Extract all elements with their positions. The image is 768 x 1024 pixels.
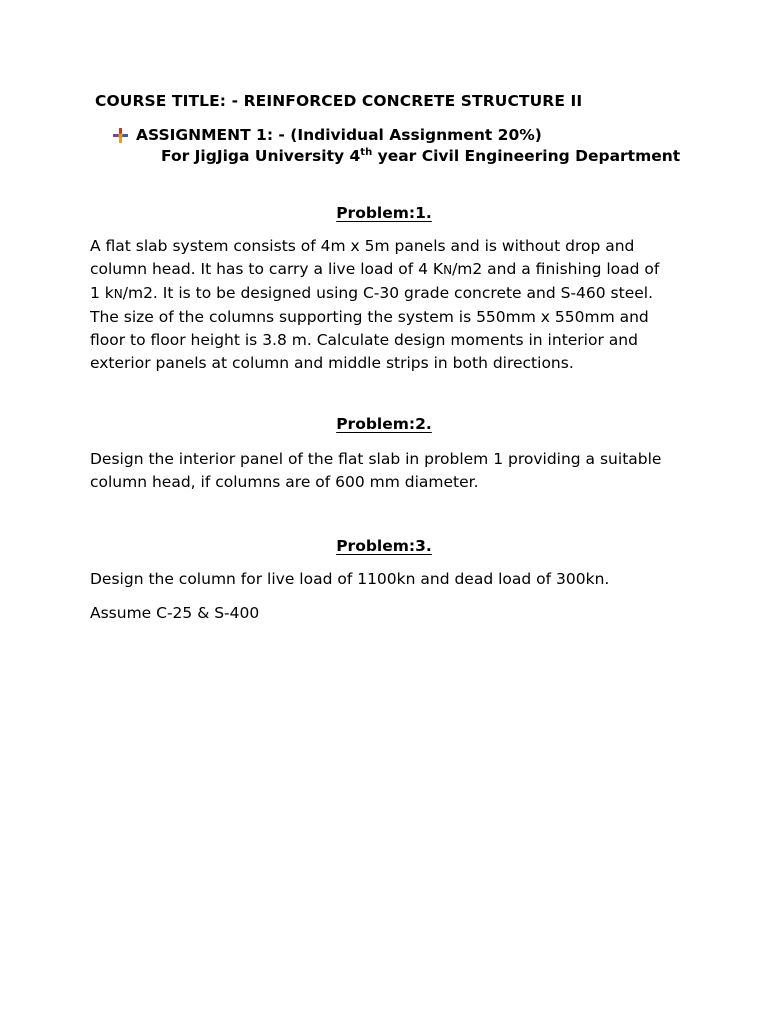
problem-1-line-5: floor to floor height is 3.8 m. Calculate design moments in interior and — [90, 331, 638, 349]
assignment-title: ASSIGNMENT 1: - (Individual Assignment 20%) — [136, 126, 542, 144]
problem-2-text — [90, 448, 690, 494]
problem-1-line-3: 1 kN/m2. It is to be designed using C-30 grade concrete and S-460 steel. — [90, 284, 654, 302]
problem-1-text — [90, 235, 690, 375]
problem-2-line-1: Design the interior panel of the flat slab in problem 1 providing a suitable — [90, 450, 662, 468]
problem-1-line-1: A flat slab system consists of 4m x 5m panels and is without drop and — [90, 237, 635, 255]
problem-3-assumption: Assume C-25 & S-400 — [90, 604, 260, 622]
problem-1-line-4: The size of the columns supporting the system is 550mm x 550mm and — [90, 308, 649, 326]
problem-1-heading: Problem:1. — [336, 204, 432, 222]
problem-2-line-2: column head, if columns are of 600 mm diameter. — [90, 473, 479, 491]
university-ordinal-suffix: th — [360, 146, 373, 158]
university-suffix: year Civil Engineering Department — [372, 147, 681, 165]
university-line — [161, 147, 680, 165]
assignment-heading — [113, 126, 542, 144]
university-prefix: For JigJiga University 4 — [161, 147, 361, 165]
problem-3-line-1: Design the column for live load of 1100kn and dead load of 300kn. — [90, 570, 610, 588]
problem-3-text — [90, 568, 690, 591]
problem-1-line-2: column head. It has to carry a live load of 4 KN/m2 and a finishing load of — [90, 260, 660, 278]
problem-2-heading: Problem:2. — [336, 415, 432, 433]
problem-3-heading: Problem:3. — [336, 537, 432, 555]
course-title: COURSE TITLE: - REINFORCED CONCRETE STRUCTURE II — [95, 92, 583, 110]
colored-cross-bullet-icon — [113, 128, 128, 143]
problem-1-line-6: exterior panels at column and middle strips in both directions. — [90, 354, 574, 372]
